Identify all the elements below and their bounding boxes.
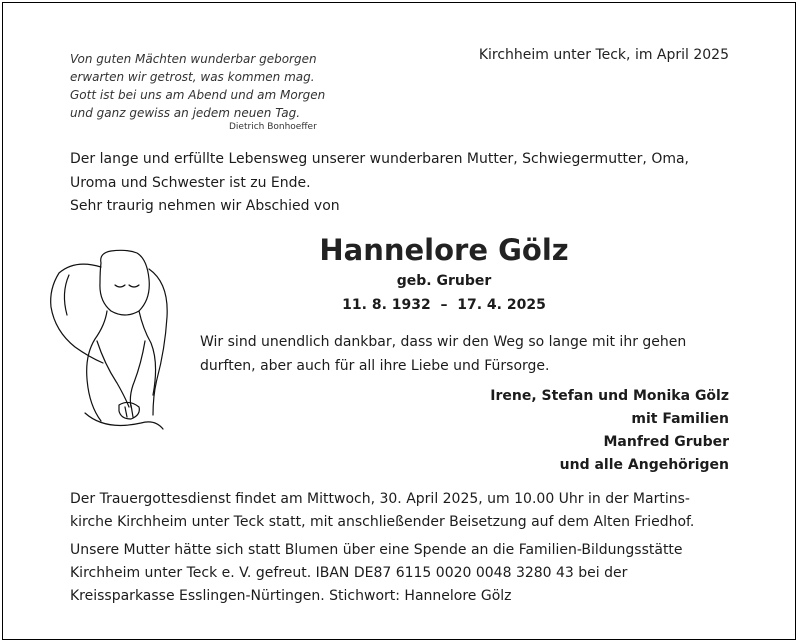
deceased-name: Hannelore Gölz bbox=[319, 233, 569, 267]
mourner-line: Irene, Stefan und Monika Gölz bbox=[490, 388, 729, 404]
poem-line: und ganz gewiss an jedem neuen Tag. bbox=[70, 106, 301, 120]
gratitude-paragraph bbox=[200, 330, 686, 378]
donation-line: Kreissparkasse Esslingen-Nürtingen. Stichwort: Hannelore Gölz bbox=[70, 588, 512, 604]
farewell-line: Sehr traurig nehmen wir Abschied von bbox=[70, 198, 340, 214]
mourner-line: und alle Angehörigen bbox=[559, 457, 729, 473]
mourner-line: Manfred Gruber bbox=[603, 434, 729, 450]
service-paragraph bbox=[70, 488, 694, 534]
poem-line: erwarten wir getrost, was kommen mag. bbox=[70, 70, 315, 84]
service-line: kirche Kirchheim unter Teck statt, mit anschließender Beisetzung auf dem Alten Friedhof. bbox=[70, 514, 695, 530]
poem-line: Von guten Mächten wunderbar geborgen bbox=[70, 52, 317, 66]
donation-paragraph bbox=[70, 539, 683, 608]
gratitude-line: durften, aber auch für all ihre Liebe und Fürsorge. bbox=[200, 358, 550, 374]
mourners-list bbox=[490, 385, 729, 477]
mourner-line: mit Familien bbox=[631, 411, 729, 427]
place-date: Kirchheim unter Teck, im April 2025 bbox=[478, 47, 729, 63]
poem-author: Dietrich Bonhoeffer bbox=[229, 122, 317, 132]
intro-paragraph bbox=[70, 147, 689, 195]
intro-line: Uroma und Schwester ist zu Ende. bbox=[70, 175, 311, 191]
service-line: Der Trauergottesdienst findet am Mittwoch, 30. April 2025, um 10.00 Uhr in der Martins- bbox=[70, 491, 690, 507]
gratitude-line: Wir sind unendlich dankbar, dass wir den Weg so lange mit ihr gehen bbox=[200, 334, 687, 350]
intro-line: Der lange und erfüllte Lebensweg unserer wunderbaren Mutter, Schwiegermutter, Oma, bbox=[70, 151, 690, 167]
donation-line: Kirchheim unter Teck e. V. gefreut. IBAN DE87 6115 0020 0048 3280 43 bei der bbox=[70, 565, 628, 581]
birth-name: geb. Gruber bbox=[396, 273, 492, 289]
poem bbox=[70, 50, 325, 122]
life-dates: 11. 8. 1932 – 17. 4. 2025 bbox=[342, 297, 546, 313]
donation-line: Unsere Mutter hätte sich statt Blumen über eine Spende an die Familien-Bildungsstätte bbox=[70, 542, 683, 558]
poem-line: Gott ist bei uns am Abend und am Morgen bbox=[70, 88, 326, 102]
